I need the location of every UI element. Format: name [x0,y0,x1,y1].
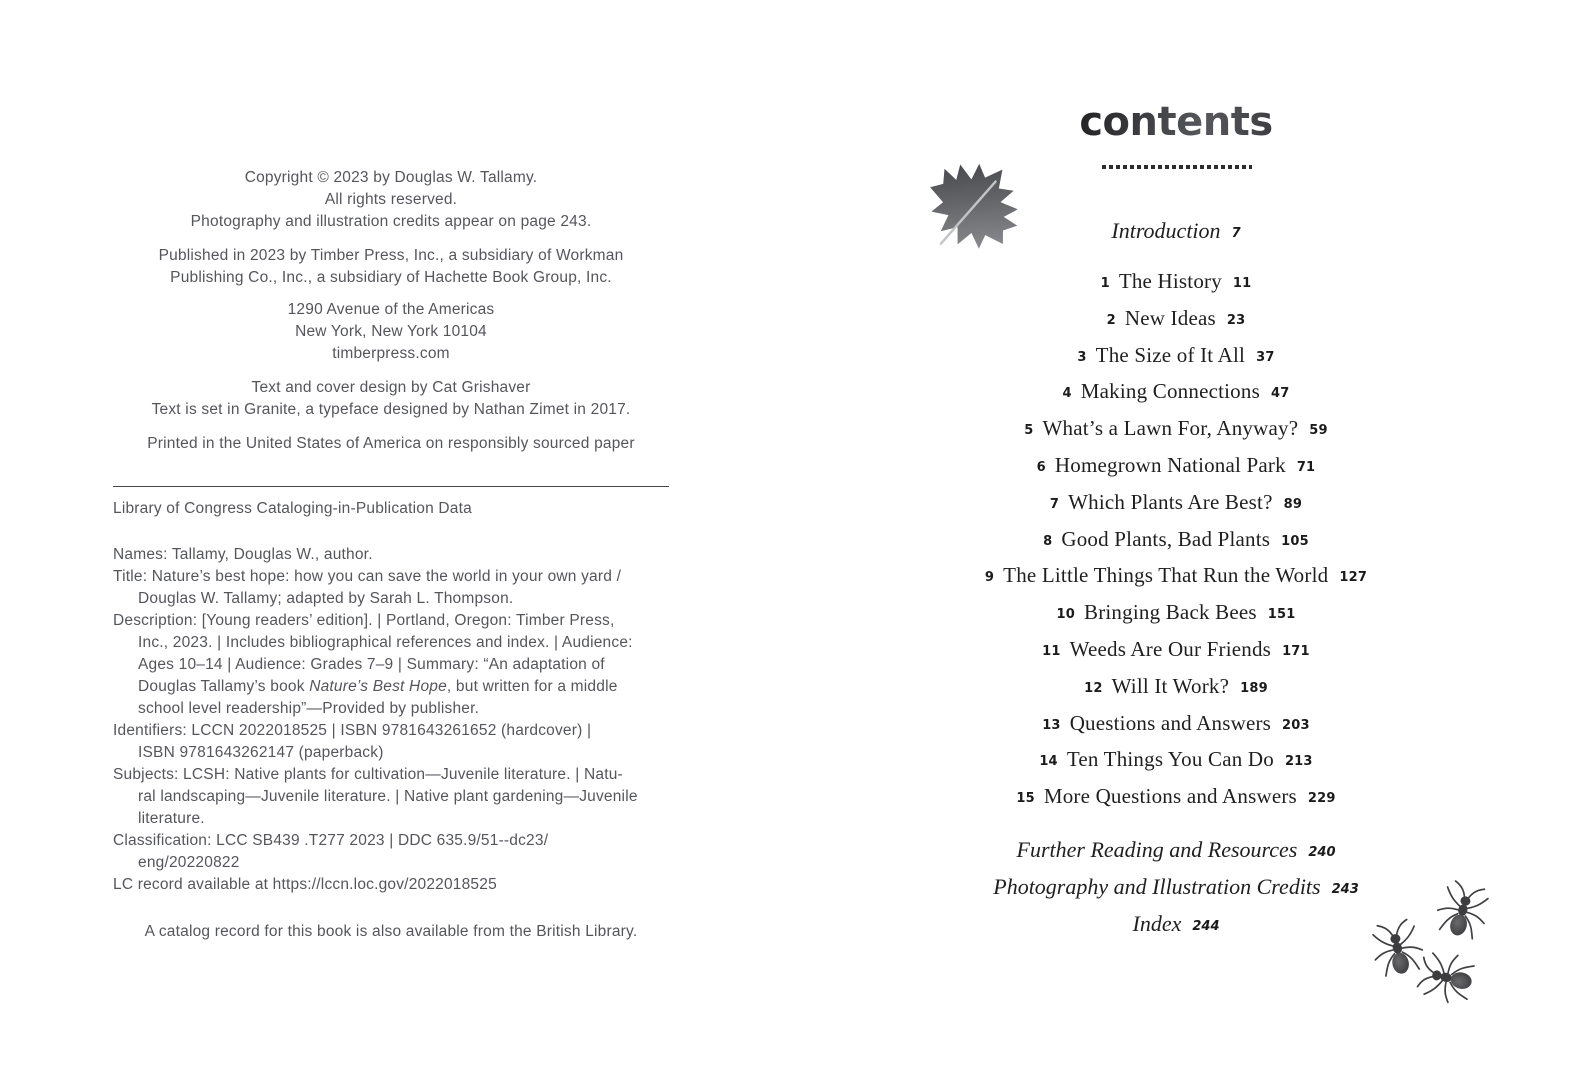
chapter-page-number: 171 [1282,643,1310,659]
british-library-text: A catalog record for this book is also available from the British Library. [144,923,638,940]
cip-heading [113,498,693,520]
back-matter-page-number: 243 [1331,881,1359,897]
chapter-number: 5 [1024,423,1034,439]
publisher-line: Publishing Co., Inc., a subsidiary of Hachette Book Group, Inc. [170,269,612,286]
chapter-page-number: 229 [1307,791,1336,807]
toc-entry [846,747,1506,784]
toc-entry [846,563,1506,600]
three-ants-illustration [1352,858,1502,1023]
publisher-block [113,245,669,289]
chapter-page-number: 47 [1270,386,1290,402]
toc-chapter-list [846,269,1506,821]
copyright-block [113,167,669,233]
chapter-number: 9 [984,570,995,586]
chapter-number: 13 [1042,717,1061,733]
chapter-title: New Ideas [1124,305,1216,330]
toc-entry [846,416,1506,453]
toc-entry [846,784,1506,821]
design-credit-line: Text and cover design by Cat Grishaver [251,379,531,396]
chapter-number: 14 [1039,754,1058,770]
maple-leaf-illustration [893,140,1058,275]
chapter-number: 3 [1077,349,1087,365]
toc-entry [846,343,1506,380]
cip-text: , but written for a middle [446,678,618,695]
toc-entry [846,379,1506,416]
typeface-credit-line: Text is set in Granite, a typeface designed by Nathan Zimet in 2017. [151,401,631,418]
toc-entry [846,269,1506,306]
dotted-rule [1102,165,1252,169]
toc-entry-introduction [896,218,1456,252]
chapter-number: 4 [1062,386,1072,402]
chapter-page-number: 59 [1309,423,1328,439]
design-credit-block [113,377,669,421]
back-matter-label: Photography and Illustration Credits [993,873,1321,899]
chapter-number: 10 [1056,607,1075,623]
cip-line: literature. [138,810,205,827]
intro-label: Introduction [1111,218,1221,243]
chapter-number: 7 [1049,496,1060,512]
cip-line: eng/20220822 [138,854,240,871]
chapter-number: 2 [1106,312,1116,328]
chapter-number: 6 [1036,459,1046,475]
book-title-italic: Nature’s Best Hope [309,678,447,695]
chapter-page-number: 23 [1226,312,1246,328]
cip-line: Subjects: LCSH: Native plants for cultivation—Juvenile literature. | Natu- [113,766,623,783]
chapter-number: 12 [1084,680,1103,696]
back-matter-label: Index [1132,910,1182,936]
printed-line [113,433,669,455]
cip-line [113,676,693,698]
toc-entry [846,637,1506,674]
chapter-page-number: 127 [1339,570,1368,586]
chapter-title: Good Plants, Bad Plants [1061,526,1271,551]
chapter-title: Bringing Back Bees [1084,600,1257,625]
cip-text: Douglas Tallamy’s book [138,678,310,695]
chapter-page-number: 11 [1232,276,1252,291]
chapter-page-number: 151 [1267,607,1296,623]
chapter-page-number: 203 [1282,717,1310,733]
intro-page-number: 7 [1231,226,1241,241]
back-matter-page-number: 244 [1192,918,1220,934]
printed-statement: Printed in the United States of America on responsibly sourced paper [147,435,635,452]
chapter-title: Questions and Answers [1069,710,1272,735]
british-library-note [113,921,669,943]
toc-entry [846,453,1506,490]
cip-line: ISBN 9781643262147 (paperback) [138,744,384,761]
chapter-page-number: 189 [1240,680,1268,696]
back-matter-label: Further Reading and Resources [1016,837,1298,862]
chapter-title: What’s a Lawn For, Anyway? [1042,416,1299,441]
toc-intro-wrap [896,218,1456,252]
publisher-line: Published in 2023 by Timber Press, Inc., a subsidiary of Workman [158,247,624,264]
address-block [113,299,669,365]
address-line: New York, New York 10104 [295,323,487,340]
toc-entry [846,674,1506,711]
rights-line: All rights reserved. [324,191,458,208]
cip-line: Inc., 2023. | Includes bibliographical references and index. | Audience: [138,634,633,651]
toc-entry [846,490,1506,527]
chapter-title: Weeds Are Our Friends [1069,636,1272,661]
cip-line: LC record available at https://lccn.loc.gov/2022018525 [113,876,497,893]
horizontal-rule [113,486,669,487]
chapter-title: Making Connections [1080,379,1260,404]
chapter-title: Ten Things You Can Do [1066,747,1274,772]
chapter-page-number: 71 [1296,459,1316,475]
toc-entry [846,600,1506,637]
chapter-title: Homegrown National Park [1054,452,1286,477]
cip-line: Description: [Young readers’ edition]. | Portland, Oregon: Timber Press, [113,612,615,629]
cip-line: Names: Tallamy, Douglas W., author. [113,546,373,563]
chapter-title: The Little Things That Run the World [1003,563,1329,588]
cip-line: Title: Nature’s best hope: how you can save the world in your own yard / [113,568,622,585]
chapter-page-number: 213 [1284,754,1313,770]
chapter-page-number: 105 [1281,533,1309,549]
toc-entry [846,711,1506,748]
cip-line: ral landscaping—Juvenile literature. | Native plant gardening—Juvenile [138,788,638,805]
page-title: contents [896,99,1456,145]
chapter-title: More Questions and Answers [1043,784,1297,809]
cip-heading-text: Library of Congress Cataloging-in-Publication Data [113,500,472,517]
cip-line: school level readership”—Provided by publisher. [138,700,480,717]
copyright-line: Copyright © 2023 by Douglas W. Tallamy. [244,169,538,186]
chapter-title: The History [1118,269,1222,293]
toc-entry [846,306,1506,343]
chapter-title: Which Plants Are Best? [1068,489,1273,514]
chapter-title: Will It Work? [1111,673,1230,698]
ants-icon [1352,858,1502,1023]
maple-leaf-icon [893,140,1058,275]
chapter-page-number: 37 [1256,349,1275,365]
chapter-title: The Size of It All [1095,342,1246,367]
credits-line: Photography and illustration credits appear on page 243. [190,213,592,230]
chapter-number: 8 [1043,533,1053,549]
chapter-number: 15 [1016,791,1035,807]
cip-line: Classification: LCC SB439 .T277 2023 | DDC 635.9/51--dc23/ [113,832,549,849]
cip-line: Douglas W. Tallamy; adapted by Sarah L. Thompson. [138,590,514,607]
cip-block [113,544,693,896]
cip-line: Ages 10–14 | Audience: Grades 7–9 | Summary: “An adaptation of [138,656,605,673]
address-line: 1290 Avenue of the Americas [287,301,495,318]
chapter-page-number: 89 [1283,496,1303,512]
cip-line: Identifiers: LCCN 2022018525 | ISBN 9781643261652 (hardcover) | [113,722,592,739]
publisher-website: timberpress.com [332,345,450,362]
toc-entry [846,527,1506,564]
back-matter-page-number: 240 [1308,845,1336,860]
chapter-number: 11 [1042,643,1061,659]
chapter-number: 1 [1100,276,1110,291]
